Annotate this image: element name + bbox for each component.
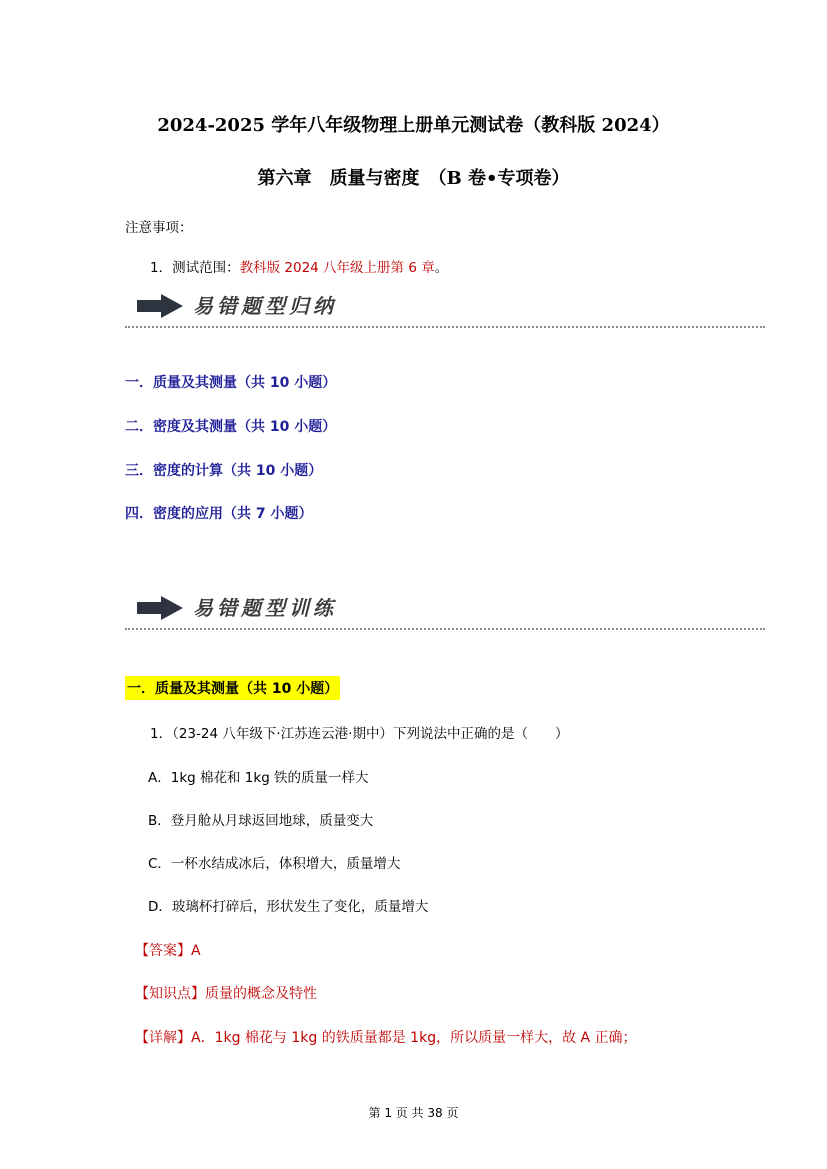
banner-error-training <box>125 590 765 630</box>
document-title: 2024-2025 学年八年级物理上册单元测试卷（教科版 2024） <box>157 115 670 136</box>
option-c: C．一杯水结成冰后，体积增大，质量增大 <box>148 856 401 872</box>
knowledge-point: 【知识点】质量的概念及特性 <box>135 986 317 1002</box>
toc-item-3: 三．密度的计算（共 10 小题） <box>125 463 323 479</box>
toc-item-2: 二．密度及其测量（共 10 小题） <box>125 419 337 435</box>
dotted-divider <box>125 628 765 630</box>
answer-line: 【答案】A <box>135 943 201 959</box>
option-d: D．玻璃杯打碎后，形状发生了变化，质量增大 <box>148 899 429 915</box>
question-stem: 1．（23-24 八年级下·江苏连云港·期中）下列说法中正确的是（ ） <box>150 726 569 742</box>
scope-prefix: 1．测试范围： <box>150 260 240 276</box>
banner-error-summary <box>125 288 765 328</box>
page-footer: 第 1 页 共 38 页 <box>368 1106 459 1120</box>
chapter-title: 第六章 质量与密度 （B 卷•专项卷） <box>257 168 570 189</box>
scope-suffix: 。 <box>434 260 449 276</box>
option-b: B．登月舱从月球返回地球，质量变大 <box>148 813 374 829</box>
option-a: A．1kg 棉花和 1kg 铁的质量一样大 <box>148 770 369 786</box>
arrow-icon <box>137 596 183 624</box>
toc-item-4: 四．密度的应用（共 7 小题） <box>125 506 313 522</box>
explanation: 【详解】A．1kg 棉花与 1kg 的铁质量都是 1kg，所以质量一样大，故 A 正确； <box>135 1030 637 1046</box>
scope-value: 教科版 2024 八年级上册第 6 章 <box>239 260 435 276</box>
banner-title: 易错题型训练 <box>193 596 337 620</box>
toc-item-1: 一．质量及其测量（共 10 小题） <box>125 375 337 391</box>
arrow-icon <box>137 294 183 322</box>
banner-title: 易错题型归纳 <box>193 294 337 318</box>
test-scope <box>150 256 448 276</box>
notice-label: 注意事项： <box>125 220 193 236</box>
section-heading: 一．质量及其测量（共 10 小题） <box>125 676 340 700</box>
dotted-divider <box>125 326 765 328</box>
